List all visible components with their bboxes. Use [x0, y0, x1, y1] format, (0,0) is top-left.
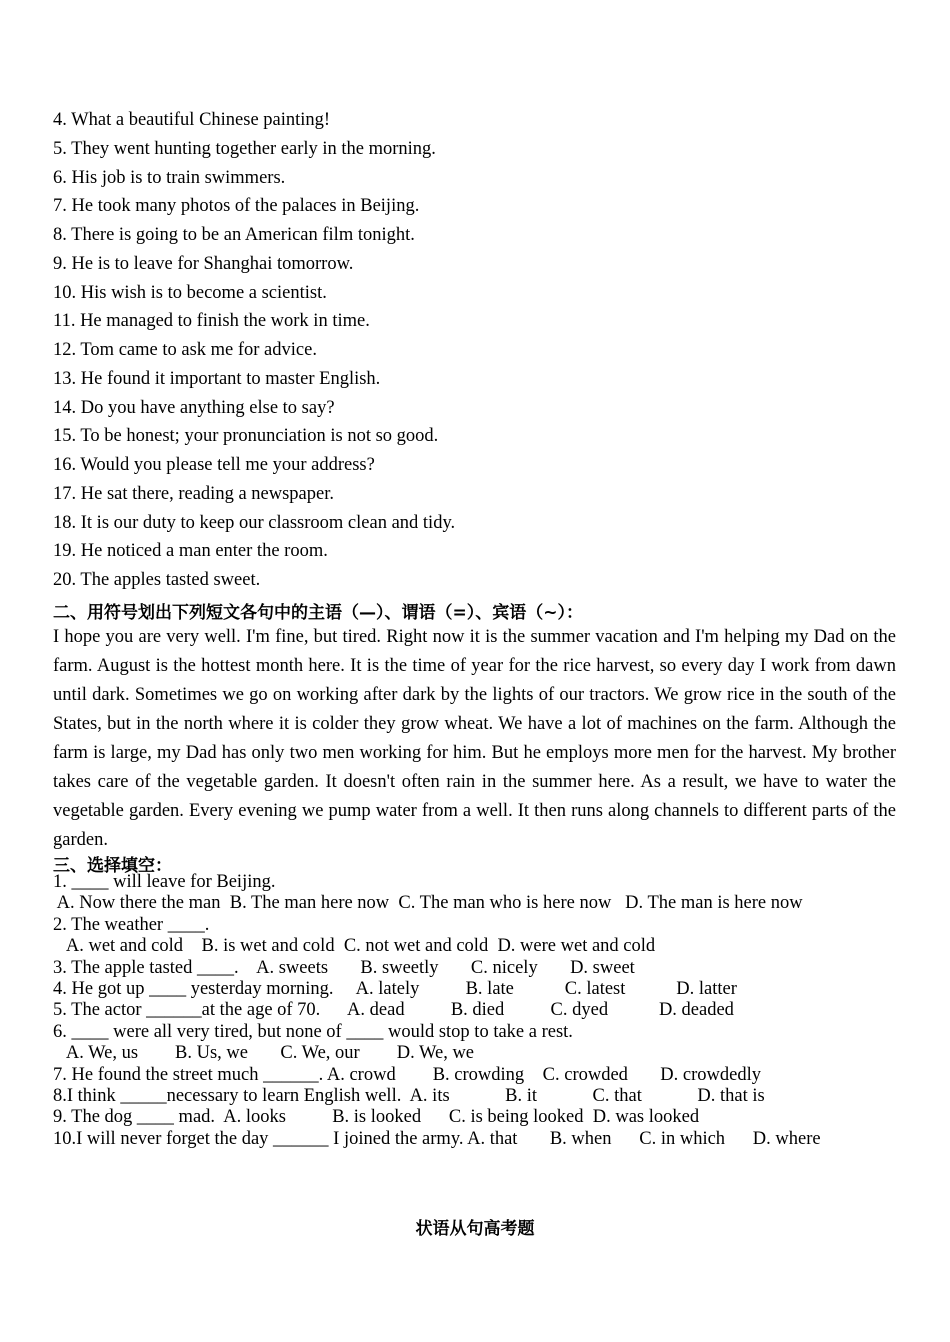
passage-text: I hope you are very well. I'm fine, but tired. Right now it is the summer vacation and I'm helping my Dad on the farm. August is the hottest month here. It is the time of year for the rice harvest, so every day I work from dawn until dark. Sometimes we go on working after dark by the lights of our tractors. We grow rice in the south of the States, but in the north where it is colder they grow wheat. We have a lot of machines on the farm. Although the farm is large, my Dad has only two men working for him. But he employs more men for the harvest. My brother takes care of the vegetable garden. It doesn't often rain in the summer here. As a result, we have to water the vegetable garden. Every evening we pump water from a well. It then runs along channels to different parts of the garden.	[53, 627, 896, 850]
sentence-item: 14. Do you have anything else to say?	[53, 397, 335, 418]
question-line: 2. The weather ____.	[53, 914, 210, 935]
question-line: 7. He found the street much ______. A. crowd B. crowding C. crowded D. crowdedly	[53, 1064, 762, 1085]
sentence-item: 16. Would you please tell me your address?	[53, 455, 375, 475]
question-line: 4. He got up ____ yesterday morning. A. lately B. late C. latest D. latter	[53, 978, 737, 999]
sentence-item: 11. He managed to finish the work in time.	[53, 311, 370, 332]
question-line: 9. The dog ____ mad. A. looks B. is looked C. is being looked D. was looked	[53, 1107, 700, 1128]
sentence-item: 17. He sat there, reading a newspaper.	[53, 483, 334, 504]
sentence-item: 19. He noticed a man enter the room.	[53, 541, 328, 562]
section3-heading: 三、选择填空：	[53, 856, 172, 876]
question-line: 8.I think _____necessary to learn English well. A. its B. it C. that D. that is	[53, 1085, 765, 1106]
sentence-item: 8. There is going to be an American film tonight.	[53, 225, 415, 245]
sentence-item: 9. He is to leave for Shanghai tomorrow.	[53, 253, 354, 274]
question-line: A. Now there the man B. The man here now C. The man who is here now D. The man is here now	[53, 893, 803, 914]
sentence-item: 13. He found it important to master English.	[53, 368, 381, 389]
next-section-title: 状语从句高考题	[415, 1219, 535, 1239]
sentence-item: 10. His wish is to become a scientist.	[53, 282, 327, 303]
question-line: A. We, us B. Us, we C. We, our D. We, we	[53, 1043, 475, 1064]
question-line: 6. ____ were all very tired, but none of ____ would stop to take a rest.	[53, 1021, 573, 1042]
sentence-item: 7. He took many photos of the palaces in Beijing.	[53, 196, 420, 217]
section2-heading: 二、用符号划出下列短文各句中的主语（—）、谓语（=）、宾语（~）：	[53, 603, 583, 623]
question-line: 10.I will never forget the day ______ I joined the army. A. that B. when C. in which D. where	[53, 1128, 821, 1149]
sentence-list	[53, 106, 903, 595]
sentence-item: 15. To be honest; your pronunciation is not so good.	[53, 426, 439, 447]
question-line: A. wet and cold B. is wet and cold C. not wet and cold D. were wet and cold	[53, 936, 656, 957]
question-line: 5. The actor ______at the age of 70. A. dead B. died C. dyed D. deaded	[53, 1000, 734, 1021]
sentence-item: 20. The apples tasted sweet.	[53, 570, 261, 590]
sentence-item: 5. They went hunting together early in the morning.	[53, 138, 436, 159]
sentence-item: 18. It is our duty to keep our classroom clean and tidy.	[53, 512, 456, 533]
question-line: 3. The apple tasted ____. A. sweets B. sweetly C. nicely D. sweet	[53, 957, 635, 978]
sentence-item: 12. Tom came to ask me for advice.	[53, 340, 317, 360]
sentence-item: 4. What a beautiful Chinese painting!	[53, 110, 331, 130]
sentence-item: 6. His job is to train swimmers.	[53, 167, 286, 188]
choice-questions	[53, 872, 913, 1150]
question-line: 1. ____ will leave for Beijing.	[53, 872, 276, 892]
